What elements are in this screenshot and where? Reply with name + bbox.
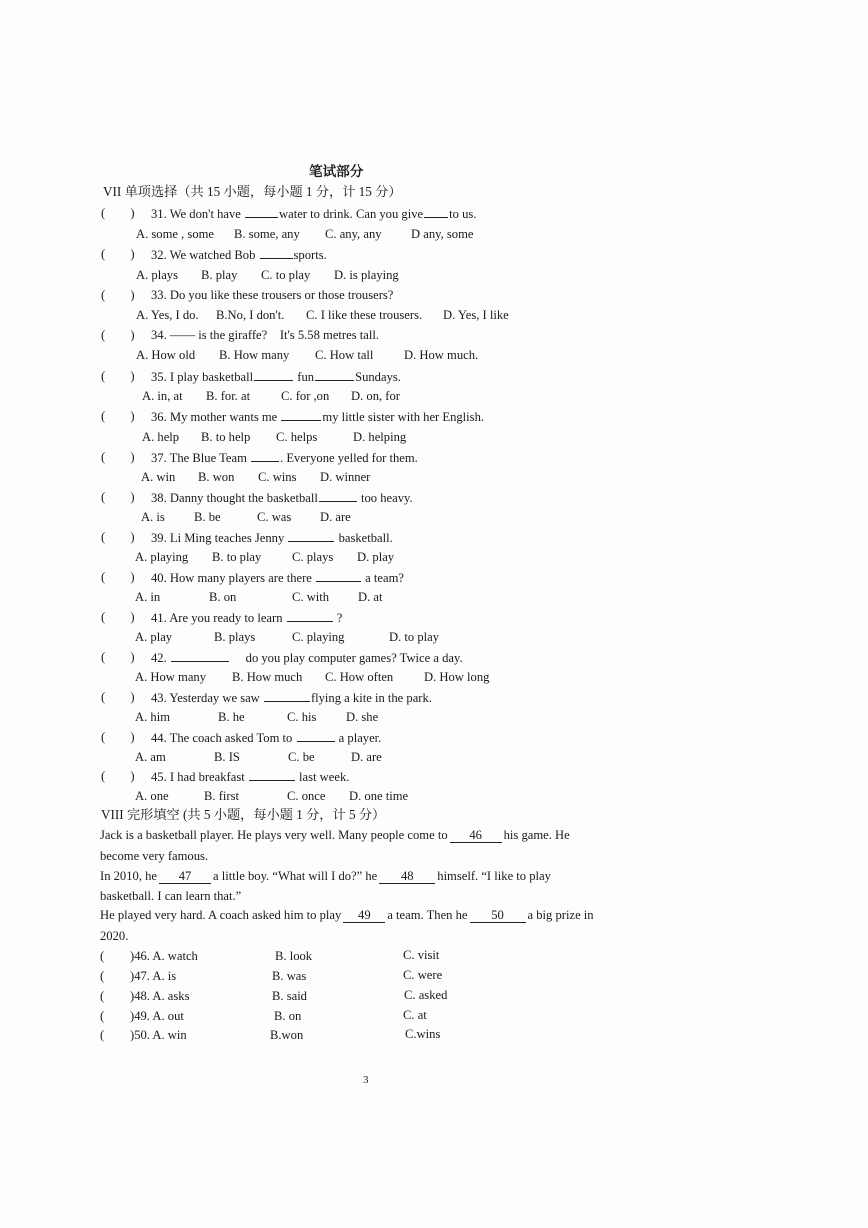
q43-option-a: A. him	[135, 710, 170, 724]
answer-paren: ( )	[101, 769, 135, 783]
q39-option-d: D. play	[357, 550, 395, 564]
passage-line-3: In 2010, he 47 a little boy. “What will I do?” he 48 himself. “I like to play	[100, 869, 551, 883]
q42-option-c: C. How often	[325, 670, 394, 684]
q44-option-b: B. IS	[214, 750, 240, 764]
question-33: 33. Do you like these trousers or those trousers?	[151, 288, 394, 302]
answer-paren: ( )	[101, 490, 135, 504]
answer-paren: ( )	[101, 450, 135, 464]
question-44: 44. The coach asked Tom to a player.	[151, 731, 382, 745]
cloze-48-option-c: C. asked	[404, 988, 448, 1002]
answer-paren: ( )	[101, 247, 135, 261]
question-32: 32. We watched Bob sports.	[151, 248, 327, 262]
cloze-49-option-a: )49. A. out	[130, 1009, 184, 1023]
q42-option-d: D. How long	[424, 670, 490, 684]
q41-option-a: A. play	[135, 630, 173, 644]
question-34: 34. —— is the giraffe? It's 5.58 metres tall.	[151, 328, 379, 342]
cloze-50-option-b: B.won	[270, 1028, 304, 1042]
cloze-46-option-a: )46. A. watch	[130, 949, 198, 963]
q31-option-d: D any, some	[411, 227, 474, 241]
blank-50: 50	[470, 909, 526, 923]
answer-paren: ( )	[101, 206, 135, 220]
q31-option-b: B. some, any	[234, 227, 300, 241]
answer-paren: ( )	[101, 530, 135, 544]
cloze-paren: (	[100, 989, 105, 1003]
q43-option-b: B. he	[218, 710, 245, 724]
question-31: 31. We don't have water to drink. Can you give to us.	[151, 207, 477, 221]
question-40: 40. How many players are there a team?	[151, 571, 404, 585]
q31-option-c: C. any, any	[325, 227, 382, 241]
cloze-50-option-c: C.wins	[405, 1027, 441, 1041]
q41-option-d: D. to play	[389, 630, 440, 644]
cloze-paren: (	[100, 1009, 105, 1023]
q39-option-c: C. plays	[292, 550, 334, 564]
q40-option-d: D. at	[358, 590, 383, 604]
question-45: 45. I had breakfast last week.	[151, 770, 350, 784]
answer-paren: ( )	[101, 369, 135, 383]
answer-paren: ( )	[101, 730, 135, 744]
passage-line-2: become very famous.	[100, 849, 209, 863]
q34-option-d: D. How much.	[404, 348, 479, 362]
q41-option-c: C. playing	[292, 630, 345, 644]
q32-option-a: A. plays	[136, 268, 178, 282]
q45-option-c: C. once	[287, 789, 326, 803]
q39-option-b: B. to play	[212, 550, 262, 564]
cloze-49-option-b: B. on	[274, 1009, 302, 1023]
answer-paren: ( )	[101, 570, 135, 584]
q32-option-c: C. to play	[261, 268, 311, 282]
answer-paren: ( )	[101, 409, 135, 423]
q36-option-c: C. helps	[276, 430, 318, 444]
cloze-47-option-a: )47. A. is	[130, 969, 177, 983]
q40-option-b: B. on	[209, 590, 237, 604]
q34-option-b: B. How many	[219, 348, 290, 362]
q44-option-d: D. are	[351, 750, 382, 764]
q45-option-a: A. one	[135, 789, 169, 803]
cloze-50-option-a: )50. A. win	[130, 1028, 187, 1042]
question-37: 37. The Blue Team . Everyone yelled for them.	[151, 451, 418, 465]
q45-option-d: D. one time	[349, 789, 409, 803]
q33-option-c: C. I like these trousers.	[306, 308, 423, 322]
q32-option-d: D. is playing	[334, 268, 399, 282]
cloze-46-option-b: B. look	[275, 949, 313, 963]
passage-line-4: basketball. I can learn that.”	[100, 889, 242, 903]
q31-option-a: A. some , some	[136, 227, 215, 241]
q38-option-a: A. is	[141, 510, 165, 524]
q38-option-b: B. be	[194, 510, 221, 524]
q40-option-a: A. in	[135, 590, 161, 604]
blank-47: 47	[159, 870, 211, 884]
cloze-49-option-c: C. at	[403, 1008, 427, 1022]
q38-option-c: C. was	[257, 510, 292, 524]
answer-paren: ( )	[101, 288, 135, 302]
q36-option-d: D. helping	[353, 430, 407, 444]
cloze-47-option-c: C. were	[403, 968, 443, 982]
cloze-46-option-c: C. visit	[403, 948, 440, 962]
q34-option-c: C. How tall	[315, 348, 374, 362]
cloze-48-option-b: B. said	[272, 989, 307, 1003]
question-42: 42. do you play computer games? Twice a day.	[151, 651, 463, 665]
q40-option-c: C. with	[292, 590, 330, 604]
q32-option-b: B. play	[201, 268, 238, 282]
q35-option-a: A. in, at	[142, 389, 183, 403]
q43-option-c: C. his	[287, 710, 317, 724]
q36-option-a: A. help	[142, 430, 180, 444]
page-title: 笔试部分	[309, 164, 364, 179]
section-viii-heading: VIII 完形填空 (共 5 小题，每小题 1 分，计 5 分）	[101, 807, 386, 822]
q44-option-c: C. be	[288, 750, 315, 764]
q34-option-a: A. How old	[136, 348, 196, 362]
passage-line-6: 2020.	[100, 929, 129, 943]
cloze-48-option-a: )48. A. asks	[130, 989, 190, 1003]
q42-option-a: A. How many	[135, 670, 207, 684]
passage-line-1: Jack is a basketball player. He plays very well. Many people come to 46 his game. He	[100, 828, 570, 842]
answer-paren: ( )	[101, 690, 135, 704]
q37-option-b: B. won	[198, 470, 235, 484]
q44-option-a: A. am	[135, 750, 166, 764]
cloze-paren: (	[100, 969, 105, 983]
passage-line-5: He played very hard. A coach asked him to play 49 a team. Then he 50 a big prize in	[100, 908, 594, 922]
q42-option-b: B. How much	[232, 670, 303, 684]
question-43: 43. Yesterday we saw flying a kite in the park.	[151, 691, 432, 705]
question-38: 38. Danny thought the basketball too heavy.	[151, 491, 413, 505]
page-number: 3	[363, 1074, 369, 1086]
answer-paren: ( )	[101, 650, 135, 664]
q41-option-b: B. plays	[214, 630, 256, 644]
question-39: 39. Li Ming teaches Jenny basketball.	[151, 531, 393, 545]
answer-paren: ( )	[101, 328, 135, 342]
q33-option-a: A. Yes, I do.	[136, 308, 199, 322]
cloze-paren: (	[100, 949, 105, 963]
q39-option-a: A. playing	[135, 550, 189, 564]
question-41: 41. Are you ready to learn ?	[151, 611, 343, 625]
q33-option-b: B.No, I don't.	[216, 308, 285, 322]
q35-option-b: B. for. at	[206, 389, 251, 403]
q35-option-d: D. on, for	[351, 389, 400, 403]
answer-paren: ( )	[101, 610, 135, 624]
blank-48: 48	[379, 870, 435, 884]
blank-46: 46	[450, 829, 502, 843]
q33-option-d: D. Yes, I like	[443, 308, 509, 322]
q36-option-b: B. to help	[201, 430, 251, 444]
blank-49: 49	[343, 909, 385, 923]
q37-option-c: C. wins	[258, 470, 297, 484]
q35-option-c: C. for ,on	[281, 389, 330, 403]
q45-option-b: B. first	[204, 789, 239, 803]
q37-option-a: A. win	[141, 470, 176, 484]
q38-option-d: D. are	[320, 510, 351, 524]
question-35: 35. I play basketball fun Sundays.	[151, 370, 401, 384]
cloze-47-option-b: B. was	[272, 969, 307, 983]
section-vii-heading: VII 单项选择（共 15 小题，每小题 1 分，计 15 分）	[103, 184, 402, 199]
cloze-paren: (	[100, 1028, 105, 1042]
q37-option-d: D. winner	[320, 470, 371, 484]
question-36: 36. My mother wants me my little sister with her English.	[151, 410, 485, 424]
q43-option-d: D. she	[346, 710, 379, 724]
